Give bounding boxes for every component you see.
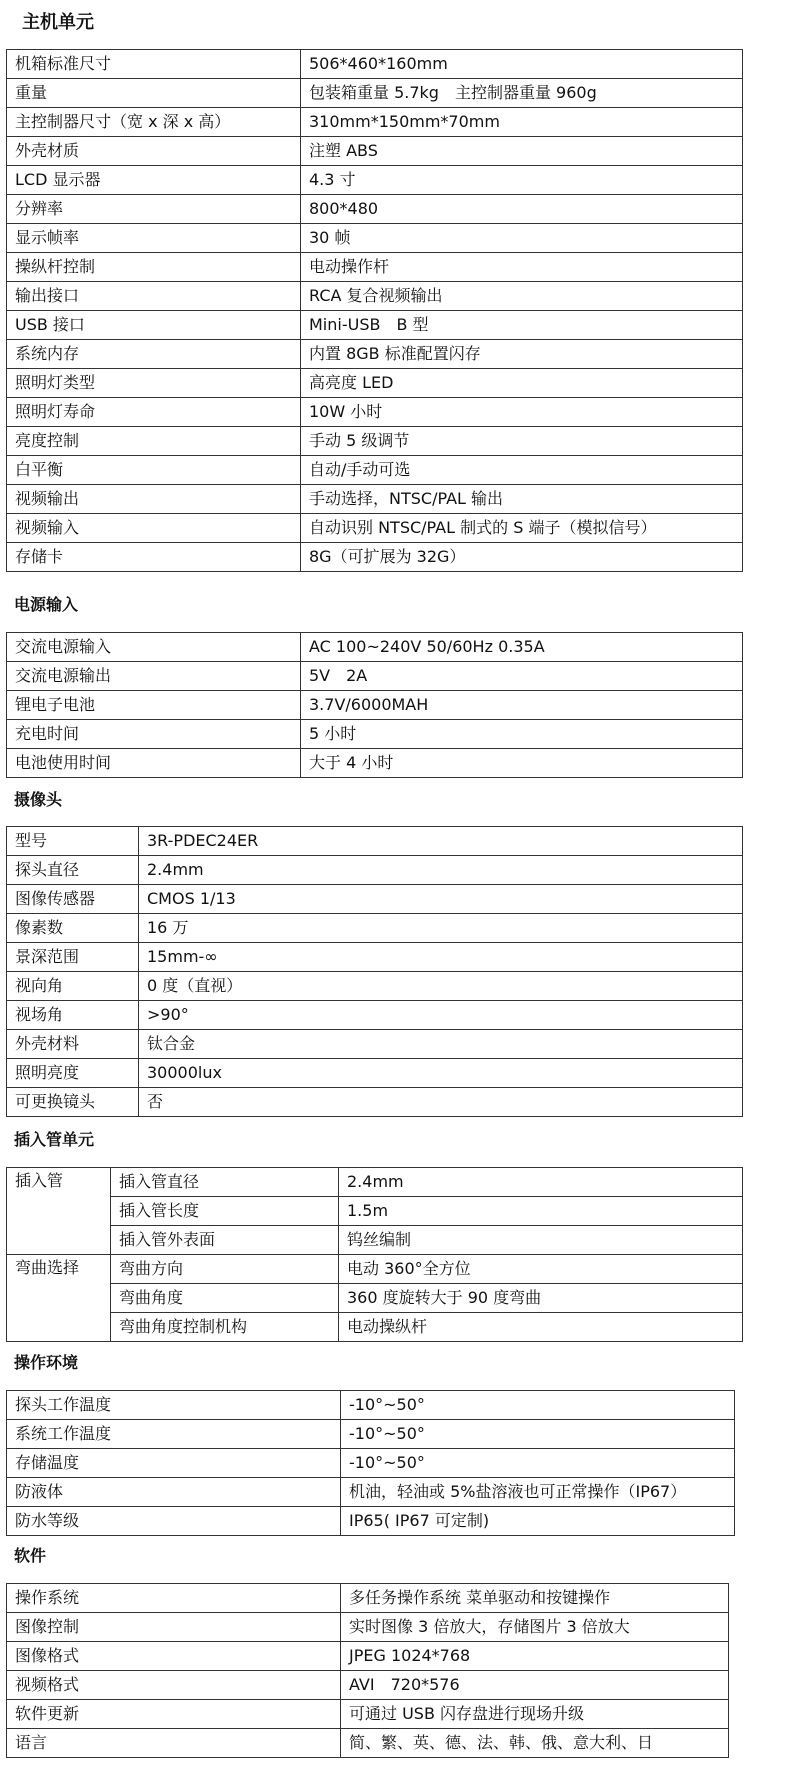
spec-value: 大于 4 小时 — [301, 749, 743, 778]
table-row — [7, 79, 743, 108]
environment-title: 操作环境 — [14, 1353, 79, 1372]
table-row — [7, 1313, 743, 1342]
environment-table — [6, 1390, 735, 1536]
spec-value: Mini-USB B 型 — [301, 311, 743, 340]
spec-label: 输出接口 — [7, 282, 301, 311]
table-row — [7, 914, 743, 943]
spec-label: 视频输出 — [7, 485, 301, 514]
spec-value: 506*460*160mm — [301, 50, 743, 79]
spec-label: 探头工作温度 — [7, 1391, 341, 1420]
spec-value: 310mm*150mm*70mm — [301, 108, 743, 137]
table-row — [7, 885, 743, 914]
spec-label: 图像控制 — [7, 1613, 341, 1642]
table-row — [7, 1507, 735, 1536]
spec-value: 自动/手动可选 — [301, 456, 743, 485]
spec-label: 电池使用时间 — [7, 749, 301, 778]
spec-label: 可更换镜头 — [7, 1088, 139, 1117]
spec-label: 插入管直径 — [111, 1168, 339, 1197]
table-row — [7, 633, 743, 662]
table-row — [7, 166, 743, 195]
table-row — [7, 856, 743, 885]
spec-label: 充电时间 — [7, 720, 301, 749]
spec-value: 360 度旋转大于 90 度弯曲 — [339, 1284, 743, 1313]
table-row — [7, 827, 743, 856]
table-row — [7, 50, 743, 79]
spec-label: 插入管外表面 — [111, 1226, 339, 1255]
spec-value: >90° — [139, 1001, 743, 1030]
spec-value: 电动操纵杆 — [339, 1313, 743, 1342]
spec-value: 自动识别 NTSC/PAL 制式的 S 端子（模拟信号） — [301, 514, 743, 543]
spec-label: 白平衡 — [7, 456, 301, 485]
insert-group-label: 插入管 — [7, 1168, 111, 1255]
spec-value: 30000lux — [139, 1059, 743, 1088]
table-row — [7, 1729, 729, 1758]
spec-label: 视频输入 — [7, 514, 301, 543]
spec-label: 系统内存 — [7, 340, 301, 369]
table-row — [7, 1226, 743, 1255]
spec-value: 可通过 USB 闪存盘进行现场升级 — [341, 1700, 729, 1729]
table-row — [7, 662, 743, 691]
spec-label: 弯曲角度 — [111, 1284, 339, 1313]
camera-table — [6, 826, 743, 1117]
power-table — [6, 632, 743, 778]
spec-label: 锂电子电池 — [7, 691, 301, 720]
table-row — [7, 1197, 743, 1226]
spec-value: 15mm-∞ — [139, 943, 743, 972]
spec-value: 800*480 — [301, 195, 743, 224]
spec-label: 交流电源输出 — [7, 662, 301, 691]
spec-label: 亮度控制 — [7, 427, 301, 456]
table-row — [7, 1001, 743, 1030]
table-row — [7, 108, 743, 137]
spec-label: 操纵杆控制 — [7, 253, 301, 282]
spec-label: 弯曲方向 — [111, 1255, 339, 1284]
spec-value: IP65( IP67 可定制) — [341, 1507, 735, 1536]
table-row — [7, 1584, 729, 1613]
spec-value: -10°~50° — [341, 1449, 735, 1478]
spec-label: LCD 显示器 — [7, 166, 301, 195]
spec-value: 钛合金 — [139, 1030, 743, 1059]
spec-value: 注塑 ABS — [301, 137, 743, 166]
software-title: 软件 — [14, 1546, 47, 1565]
spec-value: -10°~50° — [341, 1391, 735, 1420]
spec-value: 否 — [139, 1088, 743, 1117]
spec-value: 3.7V/6000MAH — [301, 691, 743, 720]
spec-label: 视场角 — [7, 1001, 139, 1030]
table-row — [7, 1059, 743, 1088]
spec-value: RCA 复合视频输出 — [301, 282, 743, 311]
spec-value: 实时图像 3 倍放大，存储图片 3 倍放大 — [341, 1613, 729, 1642]
table-row — [7, 972, 743, 1001]
table-row — [7, 485, 743, 514]
table-row — [7, 514, 743, 543]
spec-value: 16 万 — [139, 914, 743, 943]
spec-label: 照明亮度 — [7, 1059, 139, 1088]
spec-value: 多任务操作系统 菜单驱动和按键操作 — [341, 1584, 729, 1613]
spec-label: 系统工作温度 — [7, 1420, 341, 1449]
spec-value: 机油，轻油或 5%盐溶液也可正常操作（IP67） — [341, 1478, 735, 1507]
spec-label: 弯曲角度控制机构 — [111, 1313, 339, 1342]
spec-value: 包装箱重量 5.7kg 主控制器重量 960g — [301, 79, 743, 108]
table-row — [7, 1700, 729, 1729]
table-row — [7, 253, 743, 282]
table-row — [7, 1613, 729, 1642]
spec-label: 重量 — [7, 79, 301, 108]
spec-value: AVI 720*576 — [341, 1671, 729, 1700]
insert-title: 插入管单元 — [14, 1130, 95, 1149]
spec-label: 存储温度 — [7, 1449, 341, 1478]
table-row — [7, 1284, 743, 1313]
table-row — [7, 311, 743, 340]
table-row — [7, 1391, 735, 1420]
spec-label: 分辨率 — [7, 195, 301, 224]
power-title: 电源输入 — [14, 595, 79, 614]
insert-table — [6, 1167, 743, 1342]
spec-value: 3R-PDEC24ER — [139, 827, 743, 856]
camera-title: 摄像头 — [14, 790, 63, 809]
spec-label: 主控制器尺寸（宽 x 深 x 高） — [7, 108, 301, 137]
table-row — [7, 398, 743, 427]
spec-value: 简、繁、英、德、法、韩、俄、意大利、日 — [341, 1729, 729, 1758]
software-table — [6, 1583, 729, 1758]
table-row — [7, 1088, 743, 1117]
spec-value: 4.3 寸 — [301, 166, 743, 195]
table-row — [7, 427, 743, 456]
spec-value: 高亮度 LED — [301, 369, 743, 398]
spec-value: 5V 2A — [301, 662, 743, 691]
spec-label: 视向角 — [7, 972, 139, 1001]
table-row — [7, 691, 743, 720]
table-row — [7, 282, 743, 311]
table-row — [7, 543, 743, 572]
table-row — [7, 1168, 743, 1197]
table-row — [7, 1449, 735, 1478]
table-row — [7, 720, 743, 749]
table-row — [7, 369, 743, 398]
main-unit-title: 主机单元 — [22, 12, 94, 33]
spec-label: 防液体 — [7, 1478, 341, 1507]
bend-group-label: 弯曲选择 — [7, 1255, 111, 1342]
spec-label: USB 接口 — [7, 311, 301, 340]
spec-value: 30 帧 — [301, 224, 743, 253]
spec-value: -10°~50° — [341, 1420, 735, 1449]
spec-value: 2.4mm — [339, 1168, 743, 1197]
table-row — [7, 340, 743, 369]
spec-value: 钨丝编制 — [339, 1226, 743, 1255]
spec-label: 景深范围 — [7, 943, 139, 972]
table-row — [7, 749, 743, 778]
table-row — [7, 1030, 743, 1059]
spec-value: JPEG 1024*768 — [341, 1642, 729, 1671]
spec-label: 插入管长度 — [111, 1197, 339, 1226]
spec-label: 操作系统 — [7, 1584, 341, 1613]
spec-value: 电动 360°全方位 — [339, 1255, 743, 1284]
spec-label: 交流电源输入 — [7, 633, 301, 662]
table-row — [7, 137, 743, 166]
main-unit-table — [6, 49, 743, 572]
spec-label: 探头直径 — [7, 856, 139, 885]
spec-label: 照明灯类型 — [7, 369, 301, 398]
table-row — [7, 456, 743, 485]
spec-label: 显示帧率 — [7, 224, 301, 253]
spec-value: CMOS 1/13 — [139, 885, 743, 914]
spec-value: 5 小时 — [301, 720, 743, 749]
table-row — [7, 1478, 735, 1507]
spec-label: 图像传感器 — [7, 885, 139, 914]
spec-label: 图像格式 — [7, 1642, 341, 1671]
spec-label: 外壳材料 — [7, 1030, 139, 1059]
table-row — [7, 224, 743, 253]
spec-value: 电动操作杆 — [301, 253, 743, 282]
table-row — [7, 1642, 729, 1671]
table-row — [7, 1420, 735, 1449]
spec-label: 视频格式 — [7, 1671, 341, 1700]
spec-value: 1.5m — [339, 1197, 743, 1226]
spec-value: 手动 5 级调节 — [301, 427, 743, 456]
spec-label: 照明灯寿命 — [7, 398, 301, 427]
spec-label: 像素数 — [7, 914, 139, 943]
spec-value: 8G（可扩展为 32G） — [301, 543, 743, 572]
spec-value: AC 100~240V 50/60Hz 0.35A — [301, 633, 743, 662]
table-row — [7, 943, 743, 972]
spec-label: 型号 — [7, 827, 139, 856]
spec-value: 10W 小时 — [301, 398, 743, 427]
spec-label: 语言 — [7, 1729, 341, 1758]
spec-label: 机箱标准尺寸 — [7, 50, 301, 79]
spec-label: 外壳材质 — [7, 137, 301, 166]
table-row — [7, 1671, 729, 1700]
spec-value: 2.4mm — [139, 856, 743, 885]
spec-label: 存储卡 — [7, 543, 301, 572]
spec-value: 手动选择，NTSC/PAL 输出 — [301, 485, 743, 514]
spec-label: 软件更新 — [7, 1700, 341, 1729]
table-row — [7, 195, 743, 224]
table-row — [7, 1255, 743, 1284]
spec-value: 内置 8GB 标准配置闪存 — [301, 340, 743, 369]
spec-value: 0 度（直视） — [139, 972, 743, 1001]
spec-label: 防水等级 — [7, 1507, 341, 1536]
